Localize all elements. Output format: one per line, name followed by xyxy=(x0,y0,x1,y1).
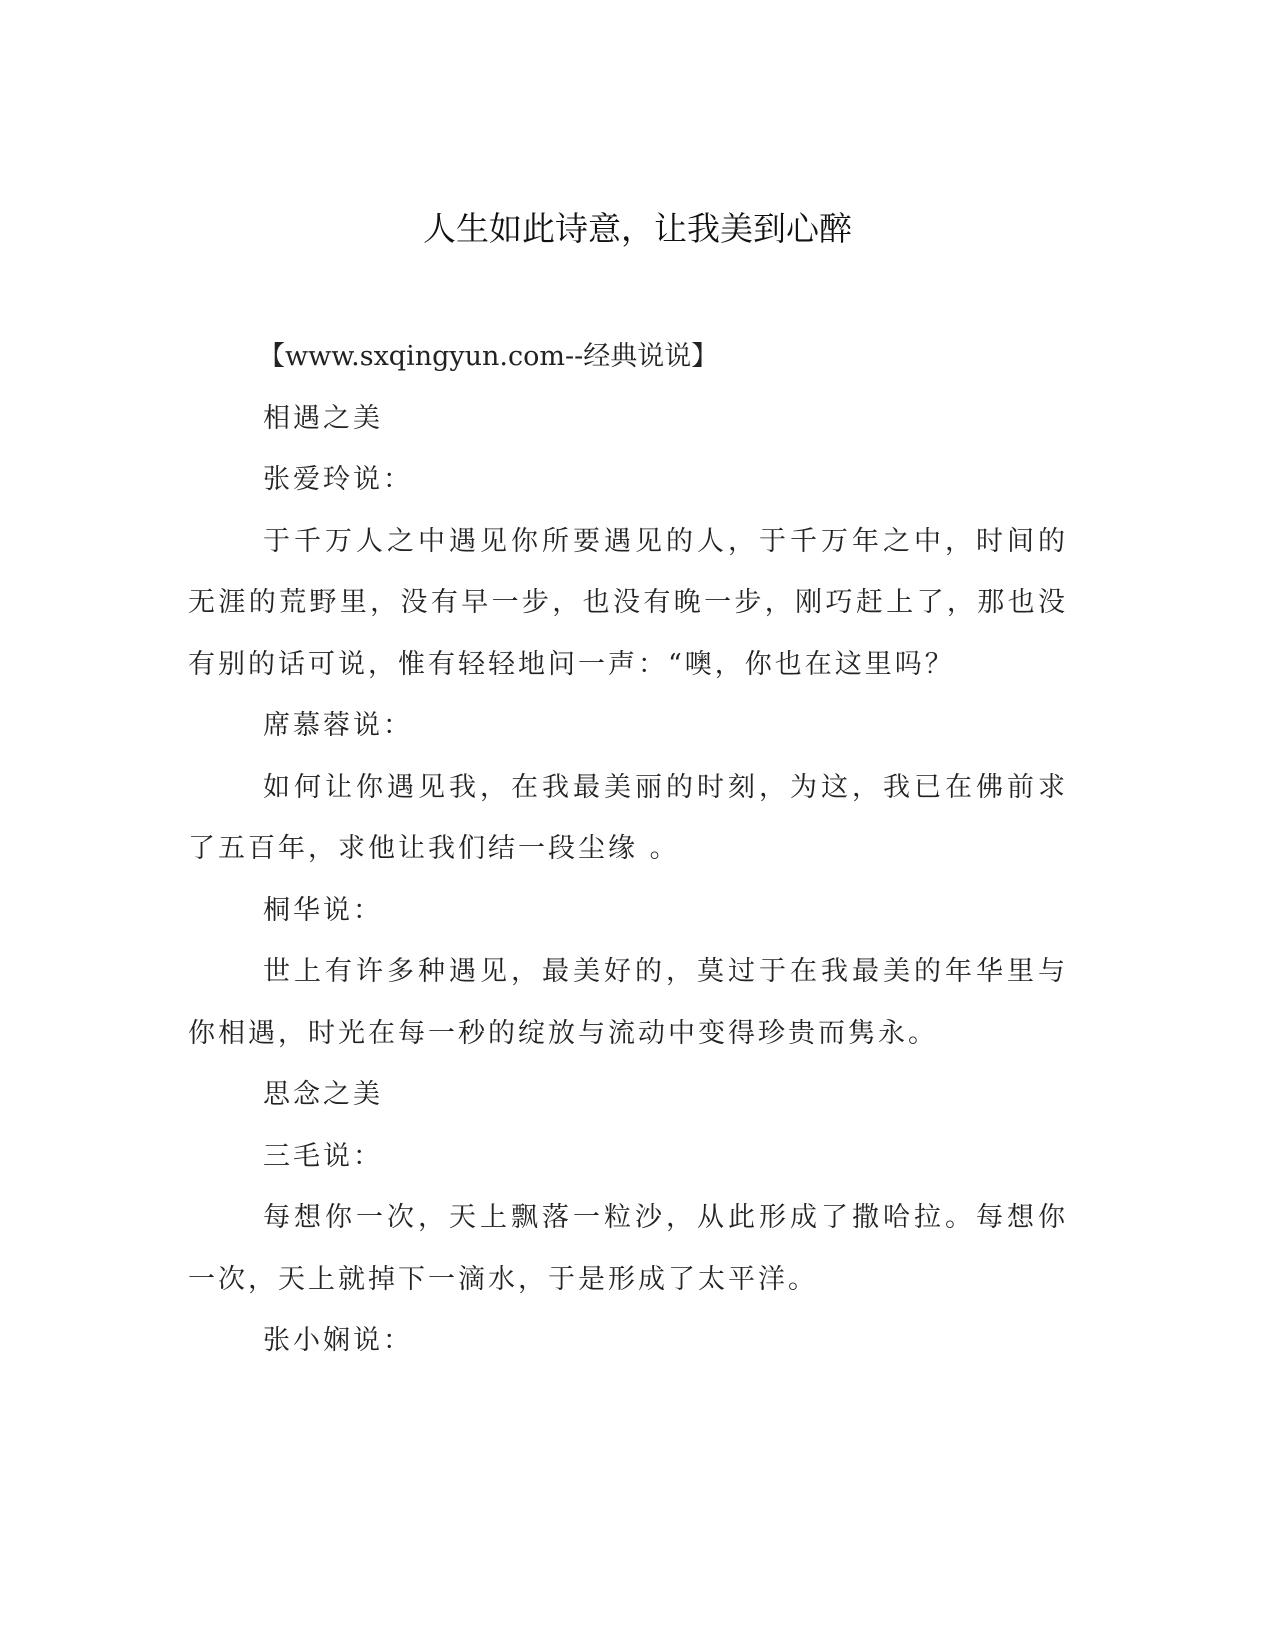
quote-paragraph: 于千万人之中遇见你所要遇见的人，于千万年之中，时间的无涯的荒野里，没有早一步，也没有晚一步，刚巧赶上了，那也没有别的话可说，惟有轻轻地问一声：“噢，你也在这里吗？ xyxy=(188,525,1068,680)
speaker-label: 席慕蓉说： xyxy=(263,710,413,741)
speaker-label: 张小娴说： xyxy=(263,1325,413,1356)
speaker-label: 三毛说： xyxy=(263,1140,383,1172)
document-body xyxy=(188,326,1068,1372)
speaker-label: 桐华说： xyxy=(263,894,383,926)
speaker-label: 张爱玲说： xyxy=(263,464,413,495)
document-title: 人生如此诗意，让我美到心醉 xyxy=(423,209,852,248)
quote-paragraph: 如何让你遇见我，在我最美丽的时刻，为这，我已在佛前求了五百年，求他让我们结一段尘缘 。 xyxy=(188,771,1068,864)
section-heading-encounter: 相遇之美 xyxy=(263,402,383,434)
quote-paragraph: 每想你一次，天上飘落一粒沙，从此形成了撒哈拉。每想你一次，天上就掉下一滴水，于是形成了太平洋。 xyxy=(188,1202,1068,1295)
section-heading-longing: 思念之美 xyxy=(263,1079,383,1110)
quote-paragraph: 世上有许多种遇见，最美好的，莫过于在我最美的年华里与你相遇，时光在每一秒的绽放与流动中变得珍贵而隽永。 xyxy=(188,956,1068,1049)
source-line: 【www.sxqingyun.com--经典说说】 xyxy=(258,341,719,372)
